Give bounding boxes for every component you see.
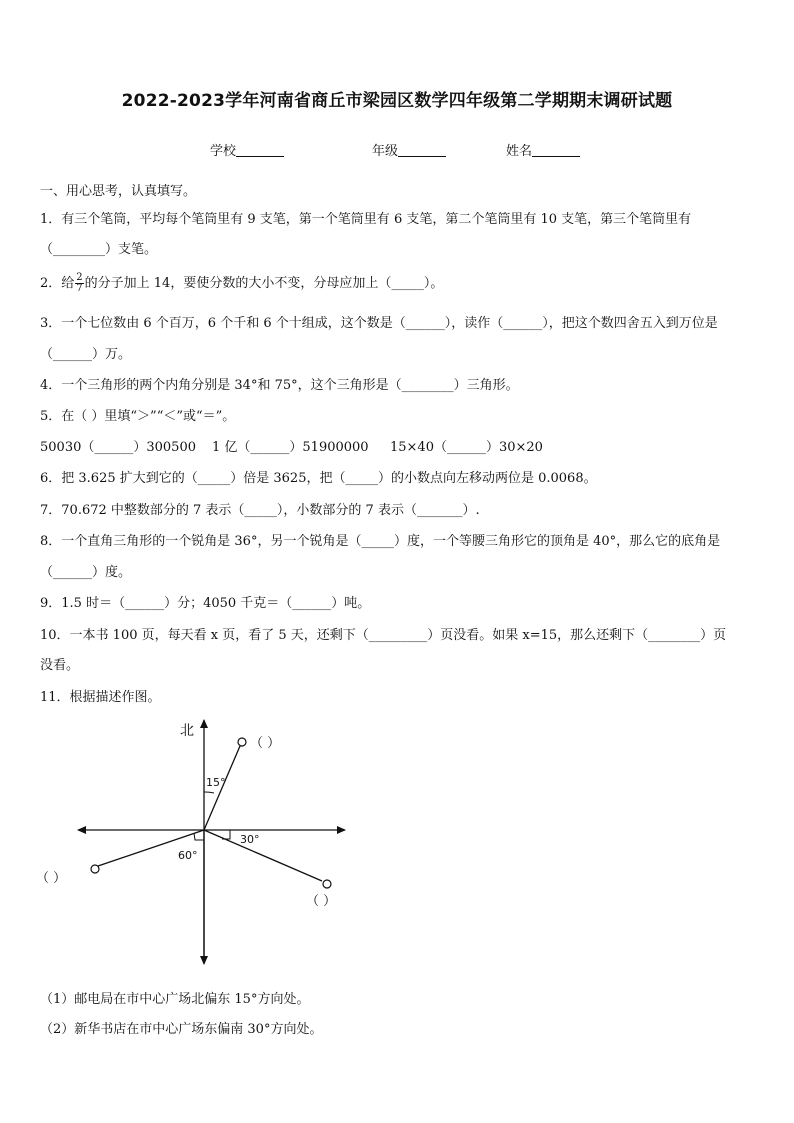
question-2-pre: 2．给 [40,276,75,291]
bookstore-point [323,880,331,888]
question-5-compare-1: 50030（______）300500 [40,440,196,455]
es-ray [204,830,322,881]
west-point [91,865,99,873]
question-5-compare-2: 1 亿（______）51900000 [212,440,369,455]
question-5-compare-3: 15×40（______）30×20 [390,440,543,455]
bookstore-paren: （ ） [306,894,337,909]
fraction-numerator: 2 [76,272,83,283]
question-11-sub-2: （2）新华书店在市中心广场东偏南 30°方向处。 [40,1022,323,1037]
name-blank[interactable] [532,144,580,157]
grade-blank[interactable] [398,144,446,157]
school-label: 学校 [210,144,237,159]
fraction [75,273,83,294]
question-1-line-1: 1．有三个笔筒，平均每个笔筒里有 9 支笔，第一个笔筒里有 6 支笔，第二个笔筒里有 10 支笔，第三个笔筒里有 [40,212,692,227]
section-heading: 一、用心思考，认真填写。 [40,184,197,199]
post-office-point [238,738,246,746]
question-3-line-1: 3．一个七位数由 6 个百万，6 个千和 6 个十组成，这个数是（______），读作（______），把这个数四舍五入到万位是 [40,316,718,331]
question-1-line-2: （________）支笔。 [40,242,158,257]
question-8-line-2: （______）度。 [40,565,132,580]
angle-arc-15 [204,792,214,793]
direction-diagram [30,712,380,972]
question-4: 4．一个三角形的两个内角分别是 34°和 75°，这个三角形是（________）三角形。 [40,378,519,393]
grade-field [372,140,446,159]
page-title: 2022-2023学年河南省商丘市梁园区数学四年级第二学期期末调研试题 [121,91,673,111]
angle-marker-60 [194,833,204,840]
question-5-line-1: 5．在（ ）里填“＞”“＜”或“＝”。 [40,409,236,424]
school-blank[interactable] [236,144,284,157]
west-paren: （ ） [36,871,67,886]
north-label: 北 [180,723,194,739]
question-7: 7．70.672 中整数部分的 7 表示（_____），小数部分的 7 表示（_______）. [40,503,480,518]
question-10-line-2: 没看。 [40,658,80,673]
question-10-line-1: 10．一本书 100 页，每天看 x 页，看了 5 天，还剩下（_________）页没看。如果 x=15，那么还剩下（________）页 [40,628,727,643]
angle-15-label: 15° [206,776,226,789]
question-8-line-1: 8．一个直角三角形的一个锐角是 36°，另一个锐角是（_____）度，一个等腰三角形它的顶角是 40°，那么它的底角是 [40,534,721,549]
post-office-paren: （ ） [250,736,281,751]
question-2 [40,272,443,294]
question-6: 6．把 3.625 扩大到它的（_____）倍是 3625，把（_____）的小数点向左移动两位是 0.0068。 [40,471,597,486]
name-field [506,140,580,159]
fraction-denominator: 7 [76,283,83,294]
question-11-sub-1: （1）邮电局在市中心广场北偏东 15°方向处。 [40,992,310,1007]
name-label: 姓名 [506,144,533,159]
question-2-post: 的分子加上 14，要使分数的大小不变，分母应加上（_____）。 [84,276,444,291]
question-3-line-2: （______）万。 [40,347,132,362]
angle-60-label: 60° [178,849,198,862]
school-field [210,140,284,159]
question-11: 11．根据描述作图。 [40,690,161,705]
grade-label: 年级 [372,144,399,159]
question-9: 9．1.5 时＝（______）分；4050 千克＝（______）吨。 [40,596,371,611]
angle-30-label: 30° [240,833,260,846]
